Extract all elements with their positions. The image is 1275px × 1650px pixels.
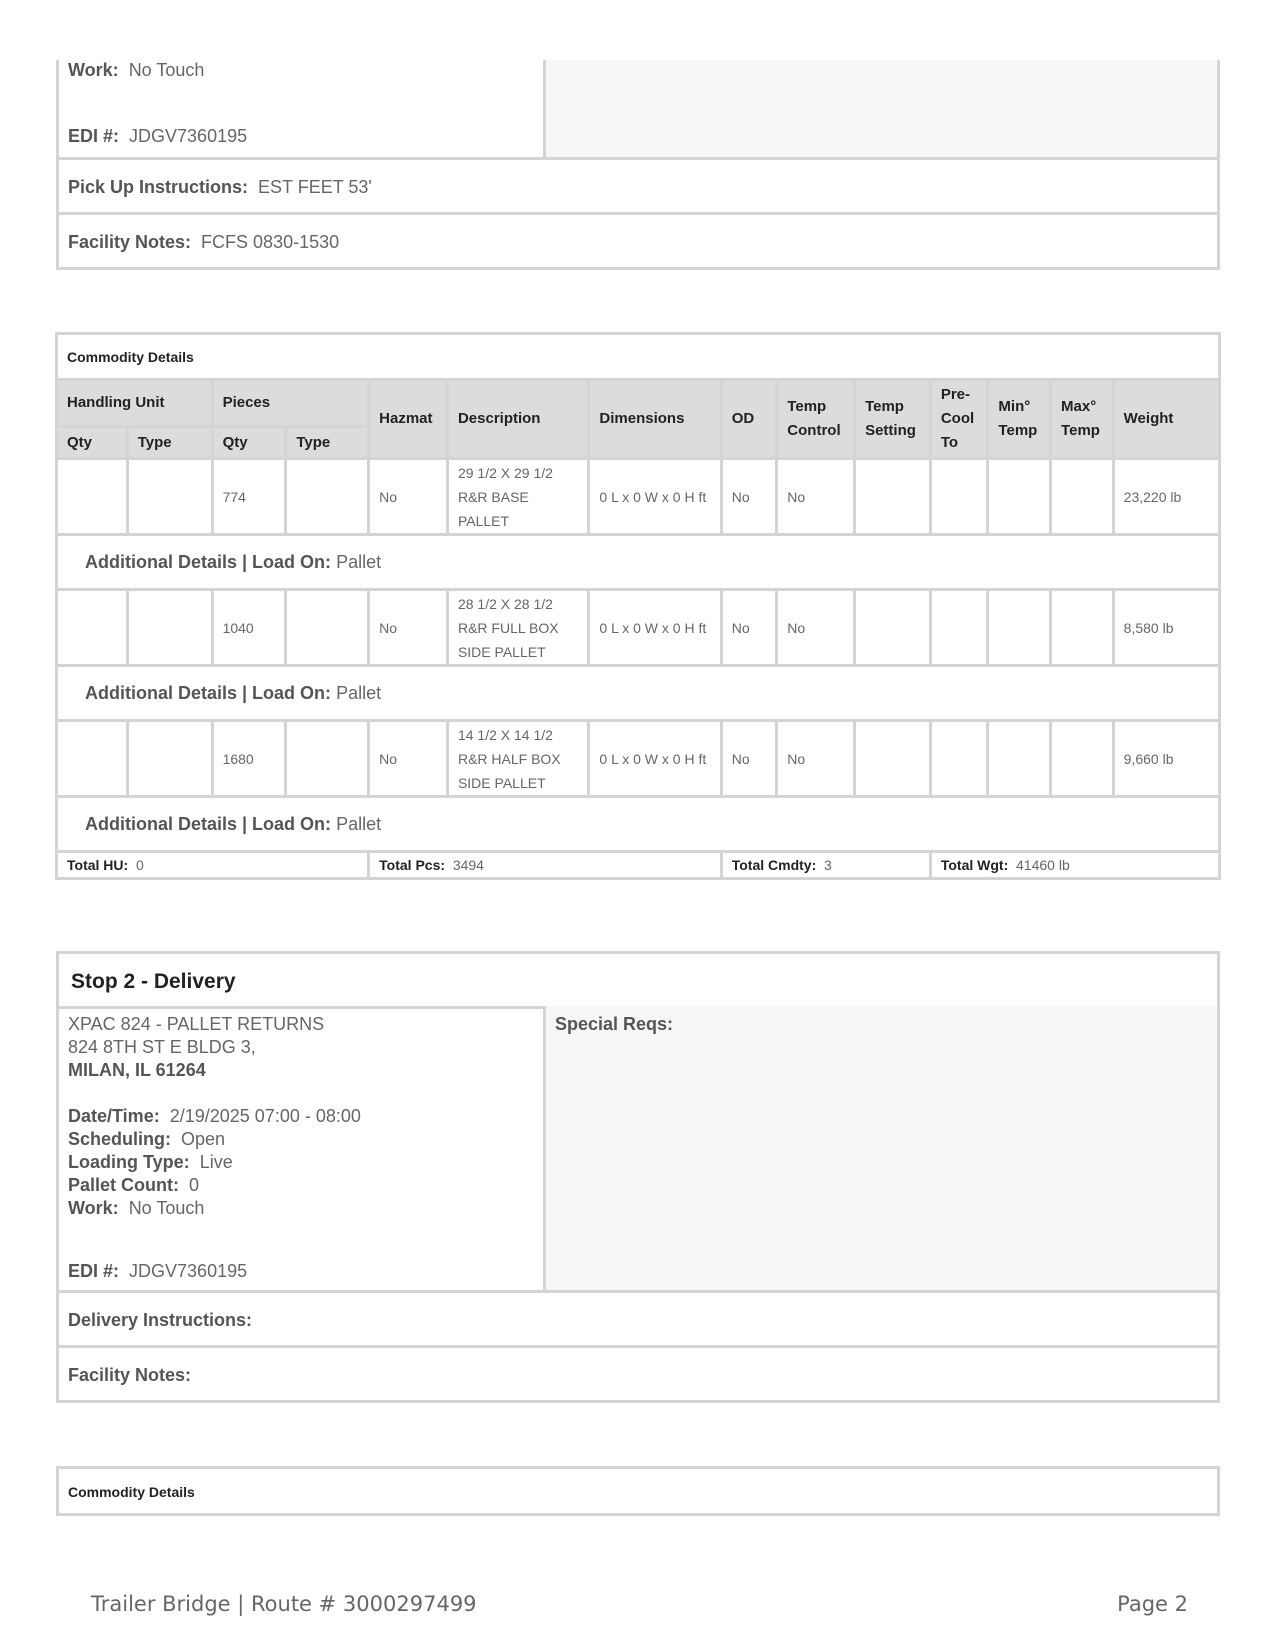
total-wgt-label: Total Wgt: [940, 857, 1009, 873]
hu-qty-cell [57, 721, 128, 797]
pre-cool-cell [930, 590, 988, 666]
dimensions-cell: 0 L x 0 W x 0 H ft [589, 459, 721, 535]
od-cell: No [721, 721, 777, 797]
facility-notes-row [56, 212, 1220, 270]
loading-type-value: Live [199, 1152, 233, 1172]
pcs-qty-cell: 774 [212, 459, 286, 535]
work-field [68, 1198, 204, 1219]
total-wgt [930, 852, 1219, 879]
street-address: 824 8TH ST E BLDG 3, [68, 1037, 256, 1057]
header-temp-setting: Temp Setting [855, 380, 931, 459]
total-cmdty-label: Total Cmdty: [731, 857, 817, 873]
total-hu-label: Total HU: [67, 857, 129, 873]
header-max-temp: Max° Temp [1051, 380, 1114, 459]
load-on-value: Pallet [336, 551, 382, 572]
pcs-type-cell [286, 721, 369, 797]
header-pre-cool: Pre-Cool To [930, 380, 988, 459]
total-pcs [369, 852, 722, 879]
datetime-value: 2/19/2025 07:00 - 08:00 [169, 1106, 361, 1126]
commodity-title-2: Commodity Details [68, 1484, 195, 1500]
total-cmdty [721, 852, 930, 879]
footer-route: Trailer Bridge | Route # 3000297499 [91, 1592, 477, 1616]
stop-1-details-left [59, 60, 546, 157]
city-state-zip: MILAN, IL 61264 [68, 1060, 206, 1080]
header-dimensions: Dimensions [589, 380, 721, 459]
work-label: Work: [68, 60, 119, 80]
datetime-label: Date/Time: [68, 1106, 160, 1126]
commodity-table [55, 332, 1221, 880]
temp-control-cell: No [777, 721, 855, 797]
edi-value: JDGV7360195 [129, 126, 248, 146]
hu-qty-cell [57, 590, 128, 666]
hu-type-cell [127, 721, 212, 797]
hazmat-cell: No [369, 590, 448, 666]
dimensions-cell: 0 L x 0 W x 0 H ft [589, 590, 721, 666]
total-pcs-label: Total Pcs: [379, 857, 446, 873]
weight-cell: 23,220 lb [1113, 459, 1219, 535]
weight-cell: 9,660 lb [1113, 721, 1219, 797]
edi-label: EDI #: [68, 126, 120, 146]
stop-2-details-row [56, 1006, 1220, 1293]
header-pieces: Pieces [212, 380, 369, 427]
facility-notes-row [56, 1345, 1220, 1403]
header-hu-qty: Qty [57, 427, 128, 459]
min-temp-cell [988, 459, 1051, 535]
temp-setting-cell [855, 459, 931, 535]
max-temp-cell [1051, 721, 1114, 797]
datetime-field [68, 1106, 361, 1127]
table-row [57, 459, 1220, 535]
pcs-qty-cell: 1680 [212, 721, 286, 797]
header-od: OD [721, 380, 777, 459]
edi-value: JDGV7360195 [129, 1261, 248, 1281]
work-value: No Touch [128, 60, 205, 80]
loading-type-label: Loading Type: [68, 1152, 190, 1172]
stop-1-special-reqs-panel [546, 60, 1217, 157]
stop-1-section [56, 60, 1220, 272]
additional-details-label: Additional Details | Load On: [85, 813, 332, 834]
facility-notes-value: FCFS 0830-1530 [201, 232, 340, 252]
facility-notes-label: Facility Notes: [68, 232, 192, 252]
total-hu-value: 0 [135, 857, 144, 873]
header-pcs-qty: Qty [212, 427, 286, 459]
od-cell: No [721, 459, 777, 535]
stop-1-details-row [56, 60, 1220, 160]
pcs-type-cell [286, 459, 369, 535]
min-temp-cell [988, 721, 1051, 797]
special-reqs-panel [546, 1006, 1217, 1290]
edi-field [68, 126, 247, 147]
stop-2-header [56, 951, 1220, 1009]
header-hu-type: Type [127, 427, 212, 459]
work-field [68, 60, 204, 81]
temp-control-cell: No [777, 590, 855, 666]
hazmat-cell: No [369, 459, 448, 535]
pallet-count-label: Pallet Count: [68, 1175, 179, 1195]
footer-page-number: Page 2 [1117, 1592, 1188, 1616]
header-description: Description [447, 380, 588, 459]
scheduling-label: Scheduling: [68, 1129, 171, 1149]
additional-details-label: Additional Details | Load On: [85, 551, 332, 572]
temp-setting-cell [855, 590, 931, 666]
stop-2-section [56, 951, 1220, 1405]
min-temp-cell [988, 590, 1051, 666]
hu-qty-cell [57, 459, 128, 535]
delivery-instructions-row [56, 1290, 1220, 1348]
pallet-count-field [68, 1175, 199, 1196]
header-temp-control: Temp Control [777, 380, 855, 459]
load-on-value: Pallet [336, 682, 382, 703]
work-label: Work: [68, 1198, 119, 1218]
header-handling-unit: Handling Unit [57, 380, 213, 427]
weight-cell: 8,580 lb [1113, 590, 1219, 666]
pcs-qty-cell: 1040 [212, 590, 286, 666]
header-weight: Weight [1113, 380, 1219, 459]
stop-2-details-left [59, 1006, 546, 1290]
pallet-count-value: 0 [189, 1175, 200, 1195]
scheduling-value: Open [181, 1129, 226, 1149]
additional-details-row [57, 797, 1220, 852]
header-hazmat: Hazmat [369, 380, 448, 459]
description-cell: 28 1/2 X 28 1/2 R&R FULL BOX SIDE PALLET [447, 590, 588, 666]
additional-details-row [57, 535, 1220, 590]
stop-2-title: Stop 2 - Delivery [71, 970, 236, 993]
facility-notes-label: Facility Notes: [68, 1365, 192, 1385]
dimensions-cell: 0 L x 0 W x 0 H ft [589, 721, 721, 797]
pre-cool-cell [930, 721, 988, 797]
pickup-instructions-value: EST FEET 53' [258, 177, 372, 197]
max-temp-cell [1051, 459, 1114, 535]
total-cmdty-value: 3 [824, 857, 832, 873]
description-cell: 29 1/2 X 29 1/2 R&R BASE PALLET [447, 459, 588, 535]
additional-details-row [57, 666, 1220, 721]
pickup-instructions-label: Pick Up Instructions: [68, 177, 249, 197]
pre-cool-cell [930, 459, 988, 535]
total-hu [57, 852, 369, 879]
header-pcs-type: Type [286, 427, 369, 459]
totals-row [57, 852, 1220, 879]
pickup-instructions-row [56, 157, 1220, 215]
additional-details-label: Additional Details | Load On: [85, 682, 332, 703]
total-wgt-value: 41460 lb [1016, 857, 1070, 873]
hu-type-cell [127, 590, 212, 666]
load-on-value: Pallet [336, 813, 382, 834]
temp-setting-cell [855, 721, 931, 797]
delivery-instructions-label: Delivery Instructions: [68, 1310, 253, 1330]
work-value: No Touch [128, 1198, 205, 1218]
special-reqs-label: Special Reqs: [555, 1014, 674, 1034]
temp-control-cell: No [777, 459, 855, 535]
table-row [57, 721, 1220, 797]
scheduling-field [68, 1129, 225, 1150]
header-min-temp: Min° Temp [988, 380, 1051, 459]
commodity-details-2 [56, 1466, 1220, 1516]
edi-label: EDI #: [68, 1261, 120, 1281]
edi-field [68, 1261, 247, 1282]
od-cell: No [721, 590, 777, 666]
facility-name: XPAC 824 - PALLET RETURNS [68, 1014, 325, 1034]
pcs-type-cell [286, 590, 369, 666]
max-temp-cell [1051, 590, 1114, 666]
commodity-title: Commodity Details [57, 334, 1220, 380]
description-cell: 14 1/2 X 14 1/2 R&R HALF BOX SIDE PALLET [447, 721, 588, 797]
total-pcs-value: 3494 [452, 857, 484, 873]
hazmat-cell: No [369, 721, 448, 797]
table-row [57, 590, 1220, 666]
loading-type-field [68, 1152, 233, 1173]
hu-type-cell [127, 459, 212, 535]
